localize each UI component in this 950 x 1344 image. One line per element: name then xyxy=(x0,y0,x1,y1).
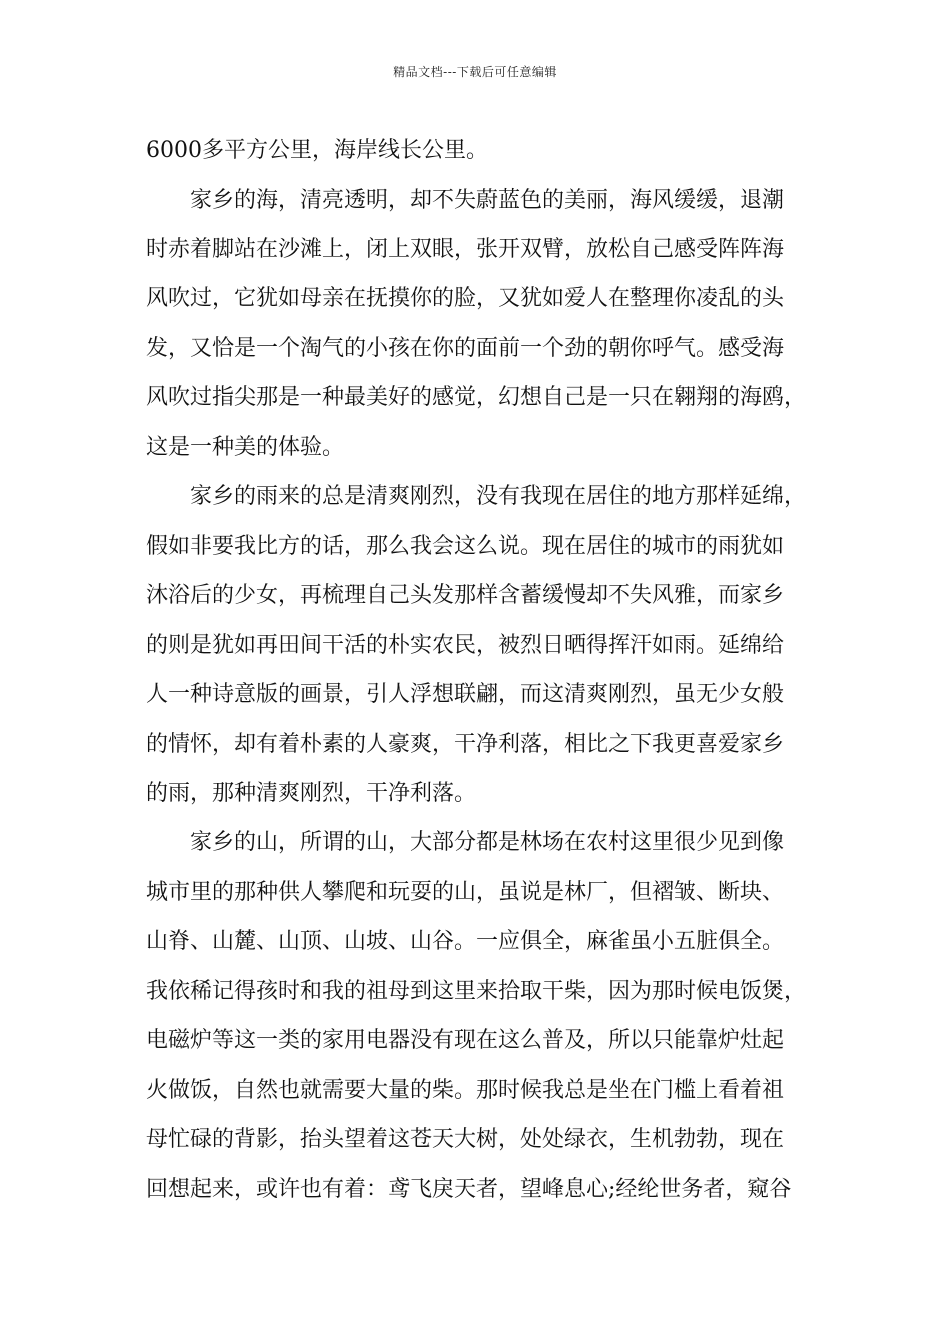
text-line: 时赤着脚站在沙滩上，闭上双眼，张开双臂，放松自己感受阵阵海 xyxy=(146,237,785,262)
text-line: 火做饭，自然也就需要大量的柴。那时候我总是坐在门槛上看着祖 xyxy=(146,1078,785,1103)
text-line: 电磁炉等这一类的家用电器没有现在这么普及，所以只能靠炉灶起 xyxy=(146,1028,785,1053)
page-header: 精品文档---下载后可任意编辑 xyxy=(393,65,557,79)
text-line: 家乡的山，所谓的山，大部分都是林场在农村这里很少见到像 xyxy=(146,830,785,855)
text-line: 山脊、山麓、山顶、山坡、山谷。一应俱全，麻雀虽小五脏俱全。 xyxy=(146,929,785,954)
text-line: 风吹过指尖那是一种最美好的感觉，幻想自己是一只在翱翔的海鸥， xyxy=(146,385,807,410)
text-line: 假如非要我比方的话，那么我会这么说。现在居住的城市的雨犹如 xyxy=(146,534,785,559)
text-line: 家乡的海，清亮透明，却不失蔚蓝色的美丽，海风缓缓，退潮 xyxy=(146,188,785,213)
text-line: 家乡的雨来的总是清爽刚烈，没有我现在居住的地方那样延绵， xyxy=(146,484,807,509)
text-line: 人一种诗意版的画景，引人浮想联翩，而这清爽刚烈，虽无少女般 xyxy=(146,682,785,707)
text-line: 这是一种美的体验。 xyxy=(146,435,345,460)
text-line: 6000多平方公里，海岸线长公里。 xyxy=(146,138,488,163)
text-line: 我依稀记得孩时和我的祖母到这里来拾取干柴，因为那时候电饭煲， xyxy=(146,979,807,1004)
text-line: 的则是犹如再田间干活的朴实农民，被烈日晒得挥汗如雨。延绵给 xyxy=(146,633,785,658)
text-line: 母忙碌的背影，抬头望着这苍天大树，处处绿衣，生机勃勃，现在 xyxy=(146,1127,785,1152)
text-line: 的情怀，却有着朴素的人豪爽，干净利落，相比之下我更喜爱家乡 xyxy=(146,732,785,757)
text-line: 城市里的那种供人攀爬和玩耍的山，虽说是林厂，但褶皱、断块、 xyxy=(146,880,785,905)
text-line: 风吹过，它犹如母亲在抚摸你的脸，又犹如爱人在整理你凌乱的头 xyxy=(146,286,785,311)
text-line: 的雨，那种清爽刚烈，干净利落。 xyxy=(146,781,477,806)
text-line: 回想起来，或许也有着：鸢飞戾天者，望峰息心;经纶世务者，窥谷 xyxy=(146,1177,792,1202)
text-line: 沐浴后的少女，再梳理自己头发那样含蓄缓慢却不失风雅，而家乡 xyxy=(146,583,785,608)
text-line: 发，又恰是一个淘气的小孩在你的面前一个劲的朝你呼气。感受海 xyxy=(146,336,785,361)
